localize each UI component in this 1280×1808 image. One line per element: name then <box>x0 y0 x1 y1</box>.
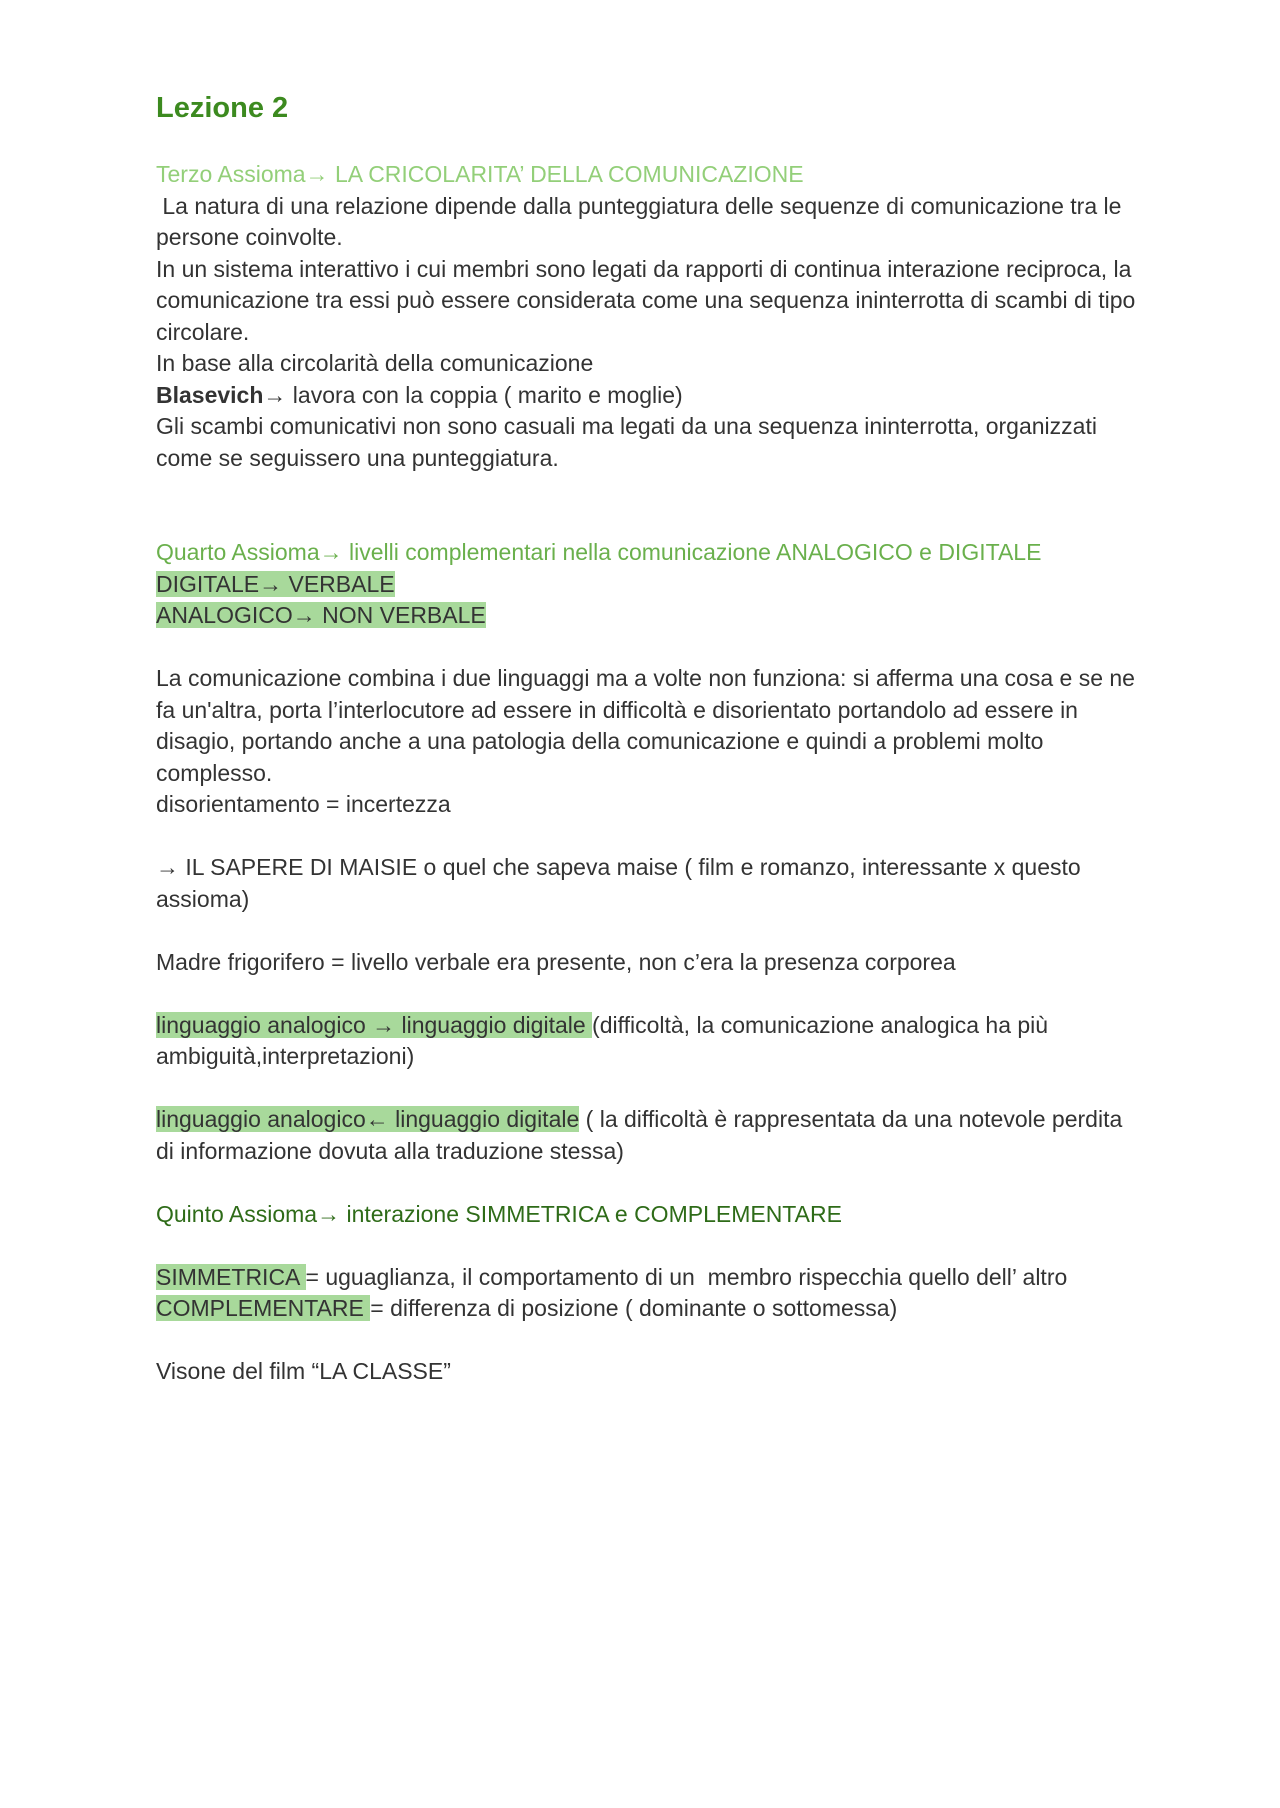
document-page <box>156 90 1136 1388</box>
highlighted-text: linguaggio analogico← linguaggio digitale <box>156 1106 580 1132</box>
paragraph: Gli scambi comunicativi non sono casuali ma legati da una sequenza ininterrotta, organizzati come se seguissero una punteggiatura. <box>156 413 1097 471</box>
paragraph: In base alla circolarità della comunicazione <box>156 350 594 376</box>
bold-name: Blasevich <box>156 381 264 408</box>
spacer <box>156 632 1136 664</box>
highlight-line-analogico <box>156 600 1136 632</box>
highlight-line-digitale <box>156 569 1136 601</box>
highlighted-text: ANALOGICO→ NON VERBALE <box>156 602 486 628</box>
paragraph: La natura di una relazione dipende dalla punteggiatura delle sequenze di comunicazione tra le persone coinvolte. <box>156 192 1128 250</box>
highlighted-text: DIGITALE→ VERBALE <box>156 570 395 597</box>
paragraph: Madre frigorifero = livello verbale era presente, non c’era la presenza corporea <box>156 948 956 975</box>
paragraph-blasevich <box>156 380 1136 412</box>
spacer <box>156 474 1136 537</box>
paragraph: disorientamento = incertezza <box>156 791 451 817</box>
paragraph: La comunicazione combina i due linguaggi ma a volte non funziona: si afferma una cosa e se ne fa un'altra, porta l’interlocutore ad essere in difficoltà e disorientato portandolo ad essere in disagio, portando anche a una patologia della comunicazione e quindi a problemi molto complesso. <box>156 665 1135 786</box>
spacer <box>156 1073 1136 1105</box>
paragraph-simmetrica <box>156 1262 1136 1294</box>
highlighted-text: COMPLEMENTARE <box>156 1295 371 1321</box>
paragraph-text: = differenza di posizione ( dominante o sottomessa) <box>370 1295 898 1321</box>
paragraph-text: ( la difficoltà è rappresentata da una notevole perdita di informazione dovuta alla traduzione stessa) <box>156 1106 1129 1164</box>
paragraph-text: (difficoltà, la comunicazione analogica ha più ambiguità,interpretazioni) <box>156 1011 1049 1069</box>
paragraph: → IL SAPERE DI MAISIE o quel che sapeva maise ( film e romanzo, interessante x questo assioma) <box>156 854 1081 912</box>
spacer <box>156 821 1136 853</box>
paragraph-film: Visone del film “LA CLASSE” <box>156 1358 451 1384</box>
paragraph-text: = uguaglianza, il comportamento di un membro rispecchia quello dell’ altro <box>305 1263 1068 1290</box>
spacer <box>156 978 1136 1010</box>
paragraph-text: → lavora con la coppia ( marito e moglie) <box>263 381 683 408</box>
section-title-quinto-assioma: Quinto Assioma→ interazione SIMMETRICA e COMPLEMENTARE <box>156 1200 842 1227</box>
page-title: Lezione 2 <box>156 92 289 124</box>
paragraph-complementare <box>156 1293 1136 1325</box>
paragraph-digitale-analogico <box>156 1104 1136 1167</box>
highlighted-text: SIMMETRICA <box>156 1263 306 1290</box>
spacer <box>156 1325 1136 1357</box>
section-title-terzo-assioma: Terzo Assioma→ LA CRICOLARITA’ DELLA COMUNICAZIONE <box>156 161 804 187</box>
paragraph: In un sistema interattivo i cui membri sono legati da rapporti di continua interazione reciproca, la comunicazione tra essi può essere considerata come una sequenza ininterrotta di scambi di tipo circolare. <box>156 255 1136 345</box>
paragraph-analogico-digitale <box>156 1010 1136 1073</box>
spacer <box>156 1230 1136 1262</box>
highlighted-text: linguaggio analogico → linguaggio digitale <box>156 1011 593 1038</box>
spacer <box>156 1167 1136 1199</box>
section-title-quarto-assioma: Quarto Assioma→ livelli complementari nella comunicazione ANALOGICO e DIGITALE <box>156 539 1042 565</box>
spacer <box>156 915 1136 947</box>
